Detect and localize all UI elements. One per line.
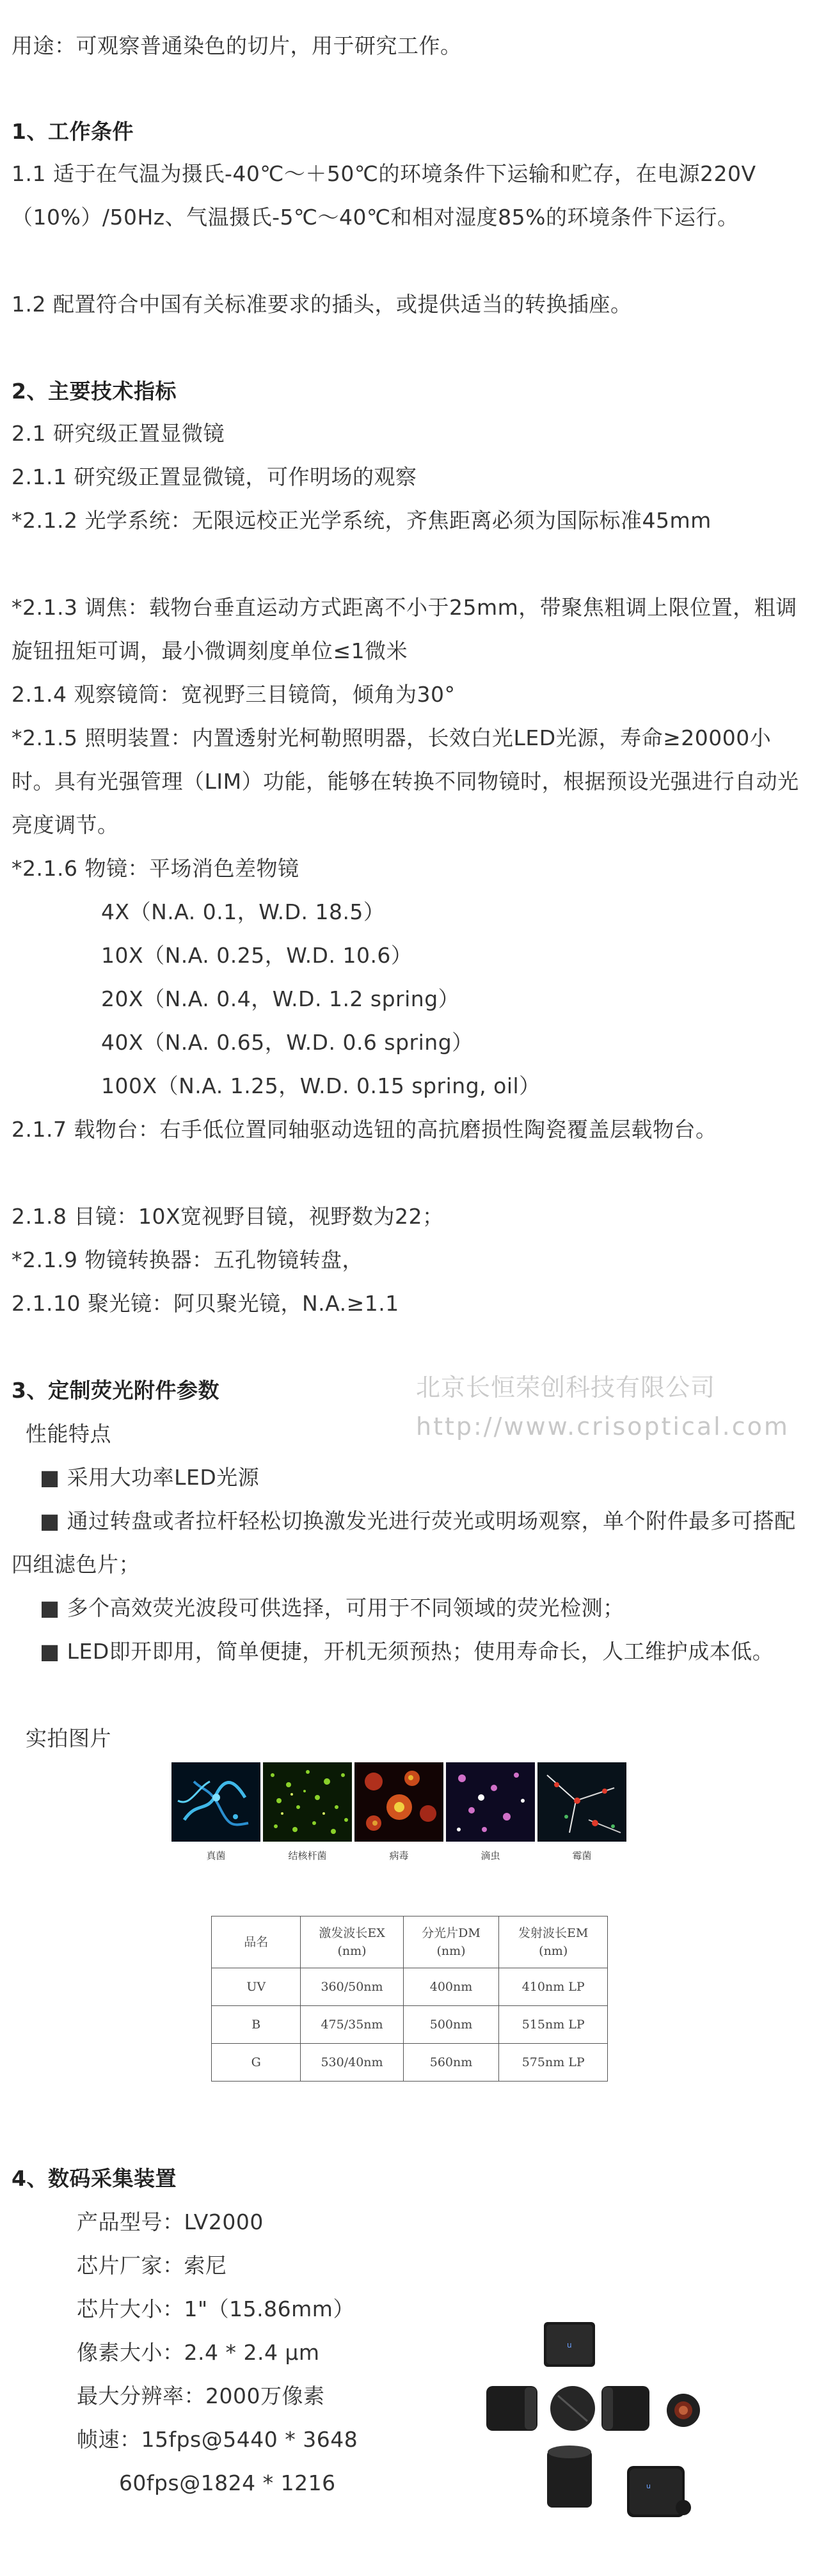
spec-2-1-4: 2.1.4 观察镜筒：宽视野三目镜筒，倾角为30° bbox=[12, 682, 456, 707]
camera-spec: 像素大小：2.4 * 2.4 μm bbox=[77, 2340, 320, 2365]
table-cell: 500nm bbox=[403, 2006, 499, 2044]
table-header-cell: 分光片DM (nm) bbox=[403, 1916, 499, 1968]
camera-spec: 最大分辨率：2000万像素 bbox=[77, 2383, 325, 2408]
section-1-1-text: 1.1 适于在气温为摄氏-40℃～＋50℃的环境条件下运输和贮存，在电源220V（10%）/50Hz、气温摄氏-5℃～40℃和相对湿度85%的环境条件下运行。 bbox=[12, 161, 756, 230]
feature-item: ■ 多个高效荧光波段可供选择，可用于不同领域的荧光检测； bbox=[12, 1595, 624, 1620]
spec-2-1-1: 2.1.1 研究级正置显微镜，可作明场的观察 bbox=[12, 464, 417, 489]
spec-2-1-7: 2.1.7 载物台：右手低位置同轴驱动选钮的高抗磨损性陶瓷覆盖层载物台。 bbox=[12, 1117, 717, 1142]
spec-2-1: 2.1 研究级正置显微镜 bbox=[12, 421, 225, 446]
objective-item: 10X（N.A. 0.25，W.D. 10.6） bbox=[101, 943, 413, 968]
table-row bbox=[212, 2006, 608, 2044]
feature-item: ■ LED即开即用，简单便捷，开机无须预热；使用寿命长，人工维护成本低。 bbox=[12, 1639, 774, 1664]
svg-text:u: u bbox=[646, 2482, 651, 2490]
section-2-title: 2、主要技术指标 bbox=[12, 379, 177, 404]
camera-product-image bbox=[480, 2296, 736, 2540]
usage-text: 用途：可观察普通染色的切片，用于研究工作。 bbox=[12, 33, 462, 58]
objective-item: 100X（N.A. 1.25，W.D. 0.15 spring, oil） bbox=[101, 1073, 541, 1098]
table-cell: UV bbox=[212, 1968, 301, 2006]
photo-virus bbox=[354, 1762, 443, 1842]
spec-2-1-9: *2.1.9 物镜转换器：五孔物镜转盘， bbox=[12, 1247, 363, 1272]
camera-spec: 产品型号：LV2000 bbox=[77, 2209, 264, 2234]
table-header-cell: 激发波长EX (nm) bbox=[301, 1916, 403, 1968]
camera-spec: 60fps@1824 * 1216 bbox=[77, 2470, 336, 2495]
spec-2-1-5: *2.1.5 照明装置：内置透射光柯勒照明器，长效白光LED光源，寿命≥20000小时。具有光强管理（LIM）功能，能够在转换不同物镜时，根据预设光强进行自动光亮度调节。 bbox=[12, 725, 799, 837]
table-cell: 400nm bbox=[403, 1968, 499, 2006]
spec-2-1-2: *2.1.2 光学系统：无限远校正光学系统，齐焦距离必须为国际标准45mm bbox=[12, 508, 712, 533]
spec-2-1-10: 2.1.10 聚光镜：阿贝聚光镜，N.A.≥1.1 bbox=[12, 1291, 399, 1316]
objective-item: 40X（N.A. 0.65，W.D. 0.6 spring） bbox=[101, 1030, 473, 1055]
section-1-2-text: 1.2 配置符合中国有关标准要求的插头，或提供适当的转换插座。 bbox=[12, 292, 632, 317]
svg-text:u: u bbox=[567, 2341, 572, 2350]
section-3-title: 3、定制荧光附件参数 bbox=[12, 1378, 219, 1403]
photo-label: 病毒 bbox=[389, 1850, 409, 1861]
watermark-url: http://www.crisoptical.com bbox=[416, 1412, 790, 1441]
table-cell: 360/50nm bbox=[301, 1968, 403, 2006]
photo-fungus bbox=[171, 1762, 260, 1842]
photo-label: 霉菌 bbox=[572, 1850, 592, 1861]
fluorescence-photos bbox=[171, 1762, 628, 1865]
camera-spec: 芯片大小：1"（15.86mm） bbox=[77, 2296, 354, 2321]
photo-label: 真菌 bbox=[206, 1850, 226, 1861]
table-cell: G bbox=[212, 2044, 301, 2082]
table-cell: 410nm LP bbox=[499, 1968, 608, 2006]
photo-label: 结核杆菌 bbox=[288, 1850, 327, 1861]
spec-2-1-6: *2.1.6 物镜：平场消色差物镜 bbox=[12, 856, 299, 881]
table-header-row bbox=[212, 1916, 608, 1968]
features-title: 性能特点 bbox=[12, 1421, 111, 1446]
table-cell: 515nm LP bbox=[499, 2006, 608, 2044]
filter-table bbox=[211, 1916, 608, 2082]
photos-title: 实拍图片 bbox=[12, 1726, 111, 1751]
objective-item: 20X（N.A. 0.4，W.D. 1.2 spring） bbox=[101, 986, 460, 1011]
objective-item: 4X（N.A. 0.1，W.D. 18.5） bbox=[101, 899, 385, 924]
photo-tuberculosis bbox=[263, 1762, 352, 1842]
table-cell: 560nm bbox=[403, 2044, 499, 2082]
spec-2-1-3: *2.1.3 调焦：载物台垂直运动方式距离不小于25mm，带聚焦粗调上限位置，粗调旋钮扭矩可调，最小微调刻度单位≤1微米 bbox=[12, 595, 797, 663]
camera-spec: 芯片厂家：索尼 bbox=[77, 2253, 227, 2278]
photo-label: 滴虫 bbox=[481, 1850, 500, 1861]
table-cell: 530/40nm bbox=[301, 2044, 403, 2082]
table-cell: 475/35nm bbox=[301, 2006, 403, 2044]
photo-trichomonas bbox=[446, 1762, 535, 1842]
watermark-company: 北京长恒荣创科技有限公司 bbox=[416, 1373, 716, 1402]
photo-mold bbox=[537, 1762, 626, 1842]
table-row bbox=[212, 1968, 608, 2006]
spec-2-1-8: 2.1.8 目镜：10X宽视野目镜，视野数为22； bbox=[12, 1204, 444, 1229]
camera-spec: 帧速：15fps@5440 * 3648 bbox=[77, 2427, 358, 2452]
table-header-cell: 发射波长EM (nm) bbox=[499, 1916, 608, 1968]
section-4-title: 4、数码采集装置 bbox=[12, 2166, 177, 2191]
table-cell: 575nm LP bbox=[499, 2044, 608, 2082]
table-row bbox=[212, 2044, 608, 2082]
table-cell: B bbox=[212, 2006, 301, 2044]
table-header-cell: 品名 bbox=[212, 1916, 301, 1968]
section-1-title: 1、工作条件 bbox=[12, 119, 134, 144]
feature-item: ■ 采用大功率LED光源 bbox=[12, 1465, 260, 1490]
feature-item: ■ 通过转盘或者拉杆轻松切换激发光进行荧光或明场观察，单个附件最多可搭配四组滤色片； bbox=[12, 1508, 796, 1577]
